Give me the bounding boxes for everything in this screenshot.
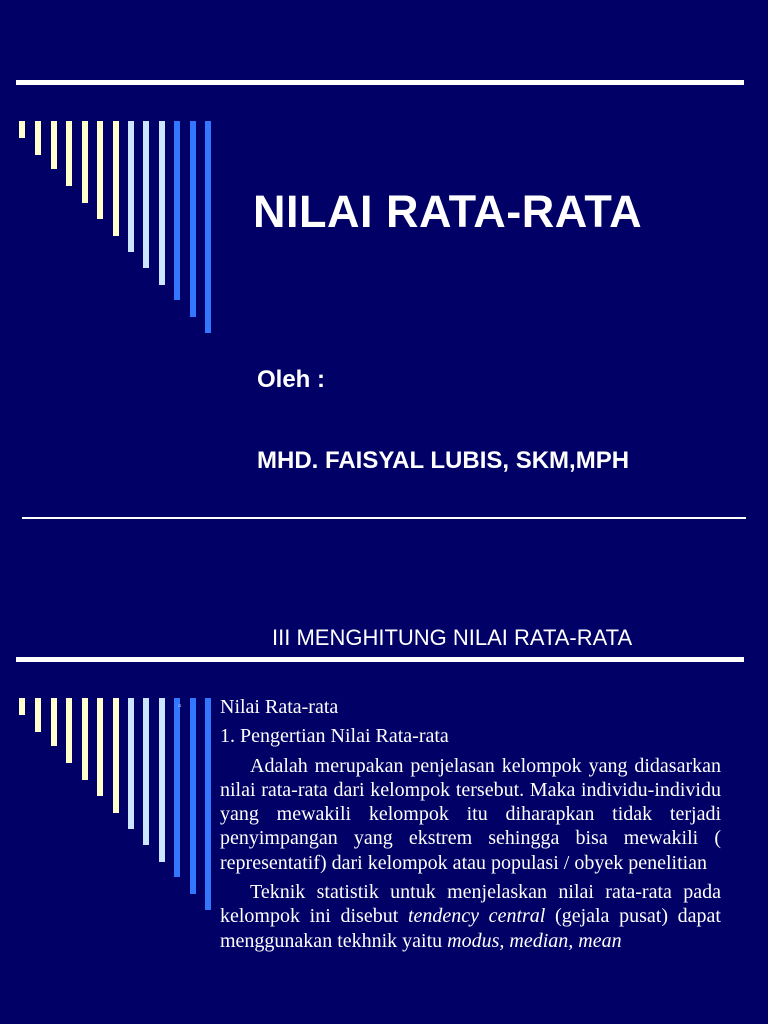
- body-text: [220, 695, 721, 953]
- bar-1: [19, 121, 25, 138]
- bar-2: [35, 698, 41, 732]
- bar-5: [82, 698, 88, 780]
- decorative-bars: [0, 0, 220, 340]
- bar-11: [174, 121, 180, 300]
- paragraph-2-middle: (gejala pusat) dapat menggunakan tekhnik yaitu: [220, 905, 721, 952]
- bar-10: [159, 698, 165, 862]
- paragraph-2-italic-term: tendency central: [407, 905, 546, 928]
- bar-11: [174, 698, 180, 877]
- bar-3: [51, 121, 57, 169]
- bar-12: [190, 121, 196, 317]
- author-name: MHD. FAISYAL LUBIS, SKM,MPH: [257, 447, 630, 474]
- paragraph-2-start: Teknik statistik untuk menjelaskan nilai rata-rata pada kelompok ini disebut: [220, 881, 721, 928]
- bar-7: [113, 698, 119, 813]
- byline-label: Oleh :: [257, 366, 326, 393]
- bar-6: [97, 121, 103, 219]
- bar-1: [19, 698, 25, 715]
- bullet-square-icon: ▫: [178, 701, 182, 712]
- bar-10: [159, 121, 165, 285]
- paragraph-1: Adalah merupakan penjelasan kelompok yang didasarkan nilai rata-rata dari kelompok tersebut. Maka individu-individu yang mewakili kelompok itu diharapkan tidak terjadi penyimpangan yang ekstrem sehingga bisa mewakili ( representatif) dari kelompok atau populasi / obyek penelitian: [220, 754, 721, 874]
- bar-6: [97, 698, 103, 796]
- bar-5: [82, 121, 88, 203]
- bar-13: [205, 698, 211, 910]
- bar-9: [143, 121, 149, 268]
- bar-4: [66, 121, 72, 186]
- bar-7: [113, 121, 119, 236]
- bar-2: [35, 121, 41, 155]
- bar-8: [128, 698, 134, 829]
- subitem-title: 1. Pengertian Nilai Rata-rata: [220, 725, 449, 748]
- bar-9: [143, 698, 149, 845]
- item-title: Nilai Rata-rata: [220, 696, 339, 718]
- bar-12: [190, 698, 196, 894]
- bottom-rule: [22, 517, 746, 519]
- bar-13: [205, 121, 211, 333]
- content-slide: [0, 545, 768, 1024]
- bar-8: [128, 121, 134, 252]
- paragraph-2: [220, 880, 721, 953]
- decorative-bars: [0, 545, 220, 1024]
- slide-heading: III MENGHITUNG NILAI RATA-RATA: [272, 625, 633, 650]
- slide-title: NILAI RATA-RATA: [253, 186, 643, 237]
- paragraph-2-italic-methods: modus, median, mean: [447, 929, 622, 952]
- bar-3: [51, 698, 57, 746]
- bar-4: [66, 698, 72, 763]
